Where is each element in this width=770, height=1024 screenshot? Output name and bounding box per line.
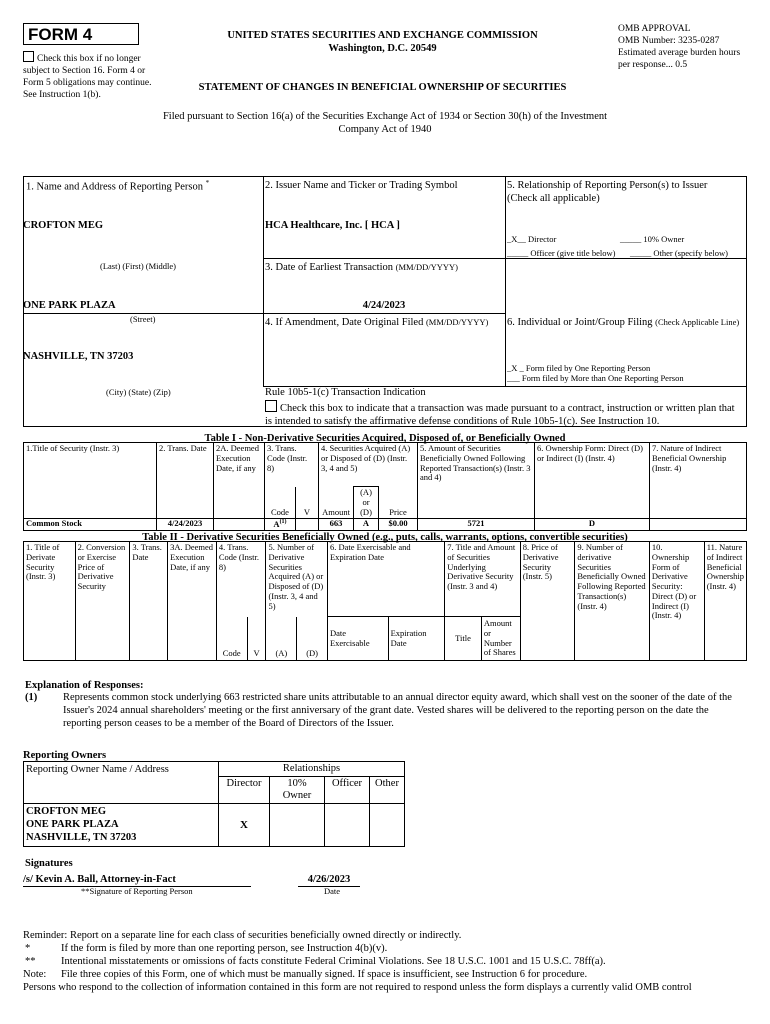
owner-city: NASHVILLE, TN 37203 — [26, 832, 137, 844]
t1-r-code-value: A — [273, 519, 280, 530]
t1-h-date: 2. Trans. Date — [157, 443, 214, 519]
t2-h-owned: 9. Number of derivative Securities Beneficially Owned Following Reported Transaction(s) (Instr. 4) — [575, 542, 650, 661]
t2-h-exercisable: 6. Date Exercisable and Expiration Date — [327, 542, 444, 617]
t2-h-title: 1. Title of Derivate Security (Instr. 3) — [24, 542, 76, 661]
explanation-note-text: Represents common stock underlying 663 restricted share units attributable to an annual director equity award, which shall vest on the sooner of the date of the Issuer's 2024 annual shareholders' meeting or the first anniversary of the grant date. Vested shares will be delivered to the reporting person on the date the reporting person ceases to be a member of the Board of Directors of the Issuer. — [63, 692, 732, 730]
reporting-person-city: NASHVILLE, TN 37203 — [23, 351, 134, 362]
t2-sub-code: Code — [216, 617, 247, 661]
t2-h-number: 5. Number of Derivative Securities Acquired (A) or Disposed of (D) (Instr. 3, 4 and 5) — [266, 542, 328, 617]
footer-dstar-text: Intentional misstatements or omissions of facts constitute Federal Criminal Violations. See 18 U.S.C. 1001 and 15 U.S.C. 78ff(a). — [61, 956, 606, 967]
owner-row — [24, 804, 405, 846]
box6-label-sub: (Check Applicable Line) — [655, 317, 740, 327]
t1-r-deemed — [214, 519, 265, 531]
box1-label-mark: * — [205, 179, 210, 187]
signature-line — [23, 873, 251, 887]
signature-date-line — [298, 873, 360, 887]
box1-label-text: 1. Name and Address of Reporting Person — [26, 181, 204, 193]
city-caption: (City) (State) (Zip) — [106, 387, 171, 397]
box3-label — [265, 261, 458, 274]
no-longer-subject-text: Check this box if no longer subject to Section 16. Form 4 or Form 5 obligations may continue. See Instruction 1(b). — [23, 54, 152, 100]
agency-name: UNITED STATES SECURITIES AND EXCHANGE COMMISSION — [227, 30, 538, 41]
t2-h-underlying: 7. Title and Amount of Securities Underlying Derivative Security (Instr. 3 and 4) — [445, 542, 520, 617]
t2-h-code: 4. Trans. Code (Instr. 8) — [216, 542, 266, 617]
form-title-box — [23, 23, 139, 45]
street-caption: (Street) — [130, 314, 156, 324]
filing-one-person: _X _ Form filed by One Reporting Person — [507, 363, 651, 373]
box5-label — [507, 179, 745, 205]
box2-label: 2. Issuer Name and Ticker or Trading Symbol — [265, 180, 458, 191]
reporting-person-name: CROFTON MEG — [23, 220, 104, 231]
signatures-title: Signatures — [25, 858, 73, 869]
relationship-10pct: _____ 10% Owner — [620, 234, 685, 244]
form-title: FORM 4 — [28, 25, 93, 44]
filing-more-persons: ___ Form filed by More than One Reporting Person — [507, 373, 684, 383]
box4-label-format: (MM/DD/YYYY) — [425, 317, 489, 327]
box6-label — [507, 316, 745, 329]
owners-col-ten: 10% Owner — [270, 777, 325, 804]
box5-sub: (Check all applicable) — [507, 193, 600, 205]
t1-r-owned: 5721 — [418, 519, 535, 531]
t1-sub-v: V — [296, 487, 319, 519]
t2-sub-a: (A) — [266, 617, 297, 661]
t2-h-price: 8. Price of Derivative Security (Instr. 5) — [520, 542, 575, 661]
relationship-officer: _____ Officer (give title below) — [507, 248, 616, 258]
t1-r-code-note: (1) — [279, 519, 287, 526]
t1-sub-aord: (A) or (D) — [354, 487, 379, 519]
t1-h-form: 6. Ownership Form: Direct (D) or Indirect (I) (Instr. 4) — [535, 443, 650, 519]
t1-r-aord: A — [354, 519, 379, 531]
issuer-name: HCA Healthcare, Inc. [ HCA ] — [265, 220, 400, 231]
box4-label — [265, 316, 505, 329]
table2-title: Table II - Derivative Securities Beneficially Owned (e.g., puts, calls, warrants, options, convertible securities) — [142, 532, 628, 543]
t1-h-nature: 7. Nature of Indirect Beneficial Ownership (Instr. 4) — [650, 443, 747, 519]
agency-city: Washington, D.C. 20549 — [328, 43, 437, 54]
footer-dstar-label: ** — [25, 956, 36, 967]
t2-sub-v: V — [247, 617, 266, 661]
box6-label-text: 6. Individual or Joint/Group Filing — [507, 317, 653, 328]
relationship-other: _____ Other (specify below) — [630, 248, 728, 258]
t1-r-price: $0.00 — [379, 519, 418, 531]
t1-h-deemed: 2A. Deemed Execution Date, if any — [214, 443, 265, 519]
t1-h-acquired: 4. Securities Acquired (A) or Disposed of (D) (Instr. 3, 4 and 5) — [319, 443, 418, 487]
t1-sub-price: Price — [379, 487, 418, 519]
t1-sub-amount: Amount — [319, 487, 354, 519]
owners-col-officer: Officer — [325, 777, 370, 804]
box4-label-text: 4. If Amendment, Date Original Filed — [265, 317, 424, 328]
signature-date-caption: Date — [324, 886, 341, 896]
footer-reminder: Reminder: Report on a separate line for each class of securities beneficially owned directly or indirectly. — [23, 930, 462, 941]
footer-persons: Persons who respond to the collection of information contained in this form are not required to respond unless the form displays a currently valid OMB control — [23, 982, 692, 993]
filed-pursuant: Filed pursuant to Section 16(a) of the Securities Exchange Act of 1934 or Section 30(h) of the Investment Company Act of 1940 — [162, 111, 608, 136]
box3-label-format: (MM/DD/YYYY) — [395, 262, 458, 272]
no-longer-subject-checkbox[interactable] — [23, 51, 34, 62]
t2-sub-title: Title — [445, 617, 482, 661]
t1-r-amount: 663 — [319, 519, 354, 531]
rule-10b5-title: Rule 10b5-1(c) Transaction Indication — [265, 387, 426, 398]
box5-label-text: 5. Relationship of Reporting Person(s) to Issuer — [507, 180, 708, 191]
no-longer-subject-note — [23, 51, 158, 102]
omb-approval-title: OMB APPROVAL — [618, 24, 691, 34]
owners-title: Reporting Owners — [23, 750, 107, 761]
t1-r-title: Common Stock — [24, 519, 157, 531]
owner-officer-cell — [325, 804, 370, 846]
t2-sub-exercisable: Date Exercisable — [327, 617, 388, 661]
footer-note-label: Note: — [23, 969, 47, 980]
owner-name: CROFTON MEG — [26, 806, 107, 818]
footer-note-text: File three copies of this Form, one of which must be manually signed. If space is insufficient, see Instruction 6 for procedure. — [61, 969, 588, 980]
owners-col-rel: Relationships — [219, 762, 405, 777]
owner-director-mark: X — [219, 804, 270, 846]
rule-10b5-text — [265, 400, 743, 428]
t1-h-code: 3. Trans. Code (Instr. 8) — [265, 443, 319, 487]
t2-h-deemed: 3A. Deemed Execution Date, if any — [168, 542, 217, 661]
omb-burden: Estimated average burden hours per response... 0.5 — [618, 47, 741, 70]
relationship-director: _X__ Director — [507, 234, 557, 244]
owner-ten-cell — [270, 804, 325, 846]
signature-date: 4/26/2023 — [307, 874, 351, 885]
table1 — [23, 442, 747, 531]
reporting-person-street: ONE PARK PLAZA — [23, 300, 116, 311]
t1-h-title: 1.Title of Security (Instr. 3) — [24, 443, 157, 519]
owners-col-director: Director — [219, 777, 270, 804]
statement-title: STATEMENT OF CHANGES IN BENEFICIAL OWNERSHIP OF SECURITIES — [198, 82, 567, 93]
rule-10b5-text-body: Check this box to indicate that a transaction was made pursuant to a contract, instruction or written plan that is intended to satisfy the affirmative defense conditions of Rule 10b5-1(c). See Instruction 10. — [265, 403, 735, 428]
t2-h-date: 3. Trans. Date — [130, 542, 168, 661]
owners-col-name: Reporting Owner Name / Address — [24, 762, 219, 804]
t1-r-code — [265, 519, 296, 531]
rule-10b5-checkbox[interactable] — [265, 400, 277, 412]
table1-title: Table I - Non-Derivative Securities Acquired, Disposed of, or Beneficially Owned — [204, 433, 566, 444]
owners-table — [23, 761, 405, 847]
t1-sub-code: Code — [265, 487, 296, 519]
t1-r-date: 4/24/2023 — [157, 519, 214, 531]
t2-h-form: 10. Ownership Form of Derivative Security: Direct (D) or Indirect (I) (Instr. 4) — [649, 542, 704, 661]
box3-label-text: 3. Date of Earliest Transaction — [265, 262, 394, 273]
explanation-title: Explanation of Responses: — [25, 680, 144, 691]
footer-star-text: If the form is filed by more than one reporting person, see Instruction 4(b)(v). — [61, 943, 388, 954]
table-row — [24, 519, 747, 531]
footer-star-label: * — [25, 943, 31, 954]
omb-approval — [618, 24, 743, 72]
owner-street: ONE PARK PLAZA — [26, 819, 119, 831]
owners-col-other: Other — [370, 777, 405, 804]
t2-sub-d: (D) — [297, 617, 328, 661]
earliest-transaction-date: 4/24/2023 — [362, 300, 406, 311]
box1-label — [26, 179, 209, 194]
owner-other-cell — [370, 804, 405, 846]
t2-h-conversion: 2. Conversion or Exercise Price of Derivative Security — [75, 542, 130, 661]
signature-caption: **Signature of Reporting Person — [81, 886, 193, 896]
name-caption: (Last) (First) (Middle) — [100, 261, 177, 271]
t1-h-owned: 5. Amount of Securities Beneficially Owned Following Reported Transaction(s) (Instr. 3 and 4) — [418, 443, 535, 519]
omb-number: OMB Number: 3235-0287 — [618, 35, 720, 46]
t2-sub-amount: Amount or Number of Shares — [481, 617, 520, 661]
table2 — [23, 541, 747, 661]
t1-r-nature — [650, 519, 747, 531]
t2-h-nature: 11. Nature of Indirect Beneficial Ownership (Instr. 4) — [704, 542, 746, 661]
explanation-note-label: (1) — [25, 692, 38, 703]
t1-r-v — [296, 519, 319, 531]
t2-sub-expiration: Expiration Date — [388, 617, 445, 661]
t1-r-form: D — [535, 519, 650, 531]
owner-address — [24, 804, 219, 846]
signer-name: /s/ Kevin A. Ball, Attorney-in-Fact — [23, 874, 176, 885]
